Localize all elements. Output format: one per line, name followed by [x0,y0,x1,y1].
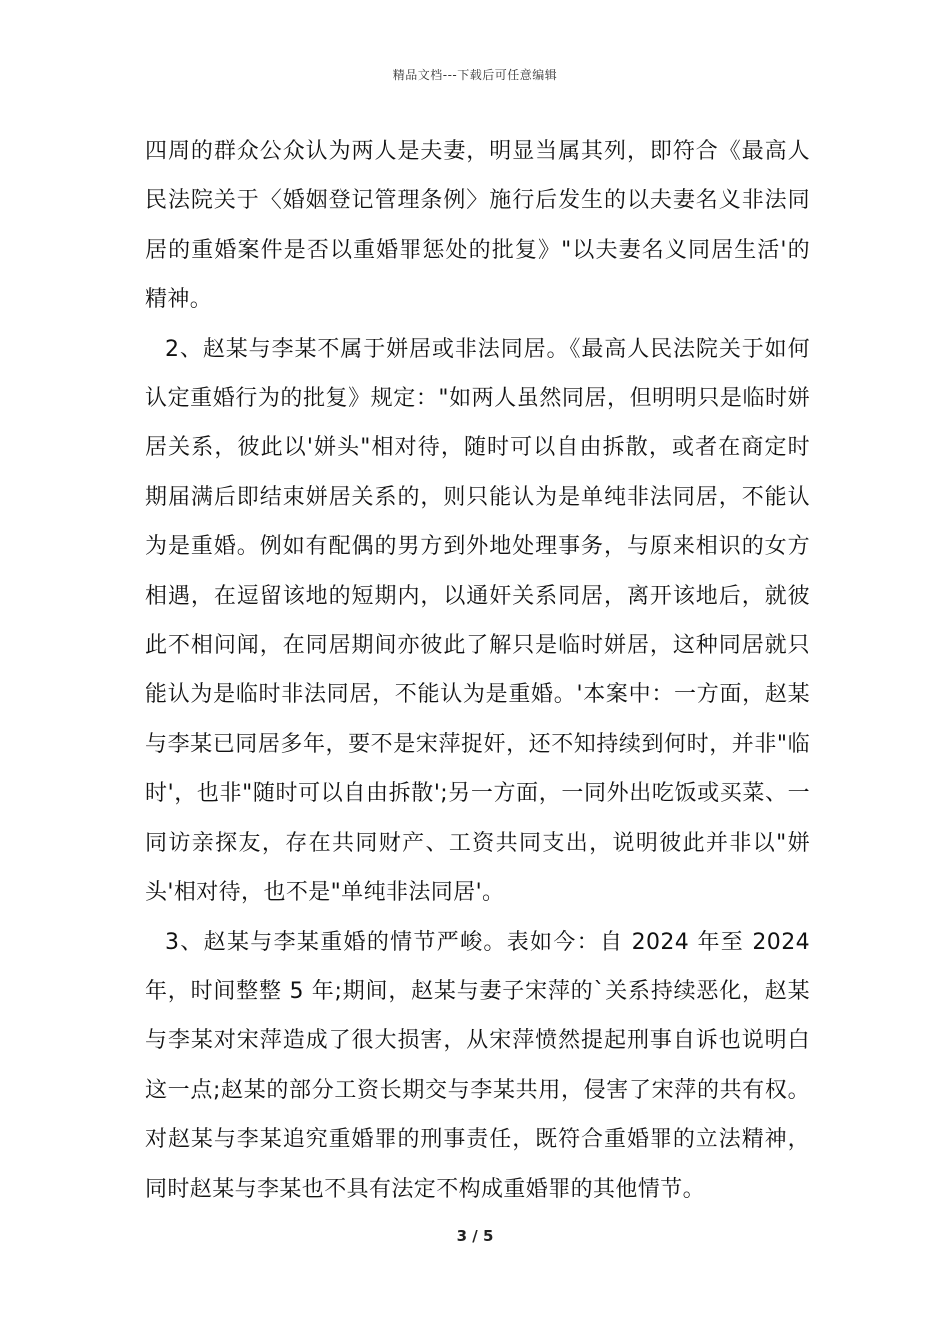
paragraph-continuation: 四周的群众公众认为两人是夫妻，明显当属其列，即符合《最高人民法院关于〈婚姻登记管理条例〉施行后发生的以夫妻名义非法同居的重婚案件是否以重婚罪惩处的批复》"以夫妻名义同居生活'的精神。 [145,139,810,313]
document-body [145,127,810,1214]
paragraph-point-3: 3、赵某与李某重婚的情节严峻。表如今：自 2024 年至 2024 年，时间整整 5 年;期间，赵某与妻子宋萍的`关系持续恶化，赵某与李某对宋萍造成了很大损害，从宋萍愤然提起刑事自诉也说明白这一点;赵某的部分工资长期交与李某共用，侵害了宋萍的共有权。对赵某与李某追究重婚罪的刑事责任，既符合重婚罪的立法精神，同时赵某与李某也不具有法定不构成重婚罪的其他情节。 [145,929,810,1202]
page-header: 精品文档---下载后可任意编辑 [392,68,558,82]
page-number: 3 / 5 [456,1227,494,1245]
paragraph-point-2: 2、赵某与李某不属于姘居或非法同居。《最高人民法院关于如何认定重婚行为的批复》规定："如两人虽然同居，但明明只是临时姘居关系，彼此以'姘头"相对待，随时可以自由拆散，或者在商定时期届满后即结束姘居关系的，则只能认为是单纯非法同居，不能认为是重婚。例如有配偶的男方到外地处理事务，与原来相识的女方相遇，在逗留该地的短期内，以通奸关系同居，离开该地后，就彼此不相问闻，在同居期间亦彼此了解只是临时姘居，这种同居就只能认为是临时非法同居，不能认为是重婚。'本案中：一方面，赵某与李某已同居多年，要不是宋萍捉奸，还不知持续到何时，并非"临时'，也非"随时可以自由拆散';另一方面，一同外出吃饭或买菜、一同访亲探友，存在共同财产、工资共同支出，说明彼此并非以"姘头'相对待，也不是"单纯非法同居'。 [145,336,810,906]
